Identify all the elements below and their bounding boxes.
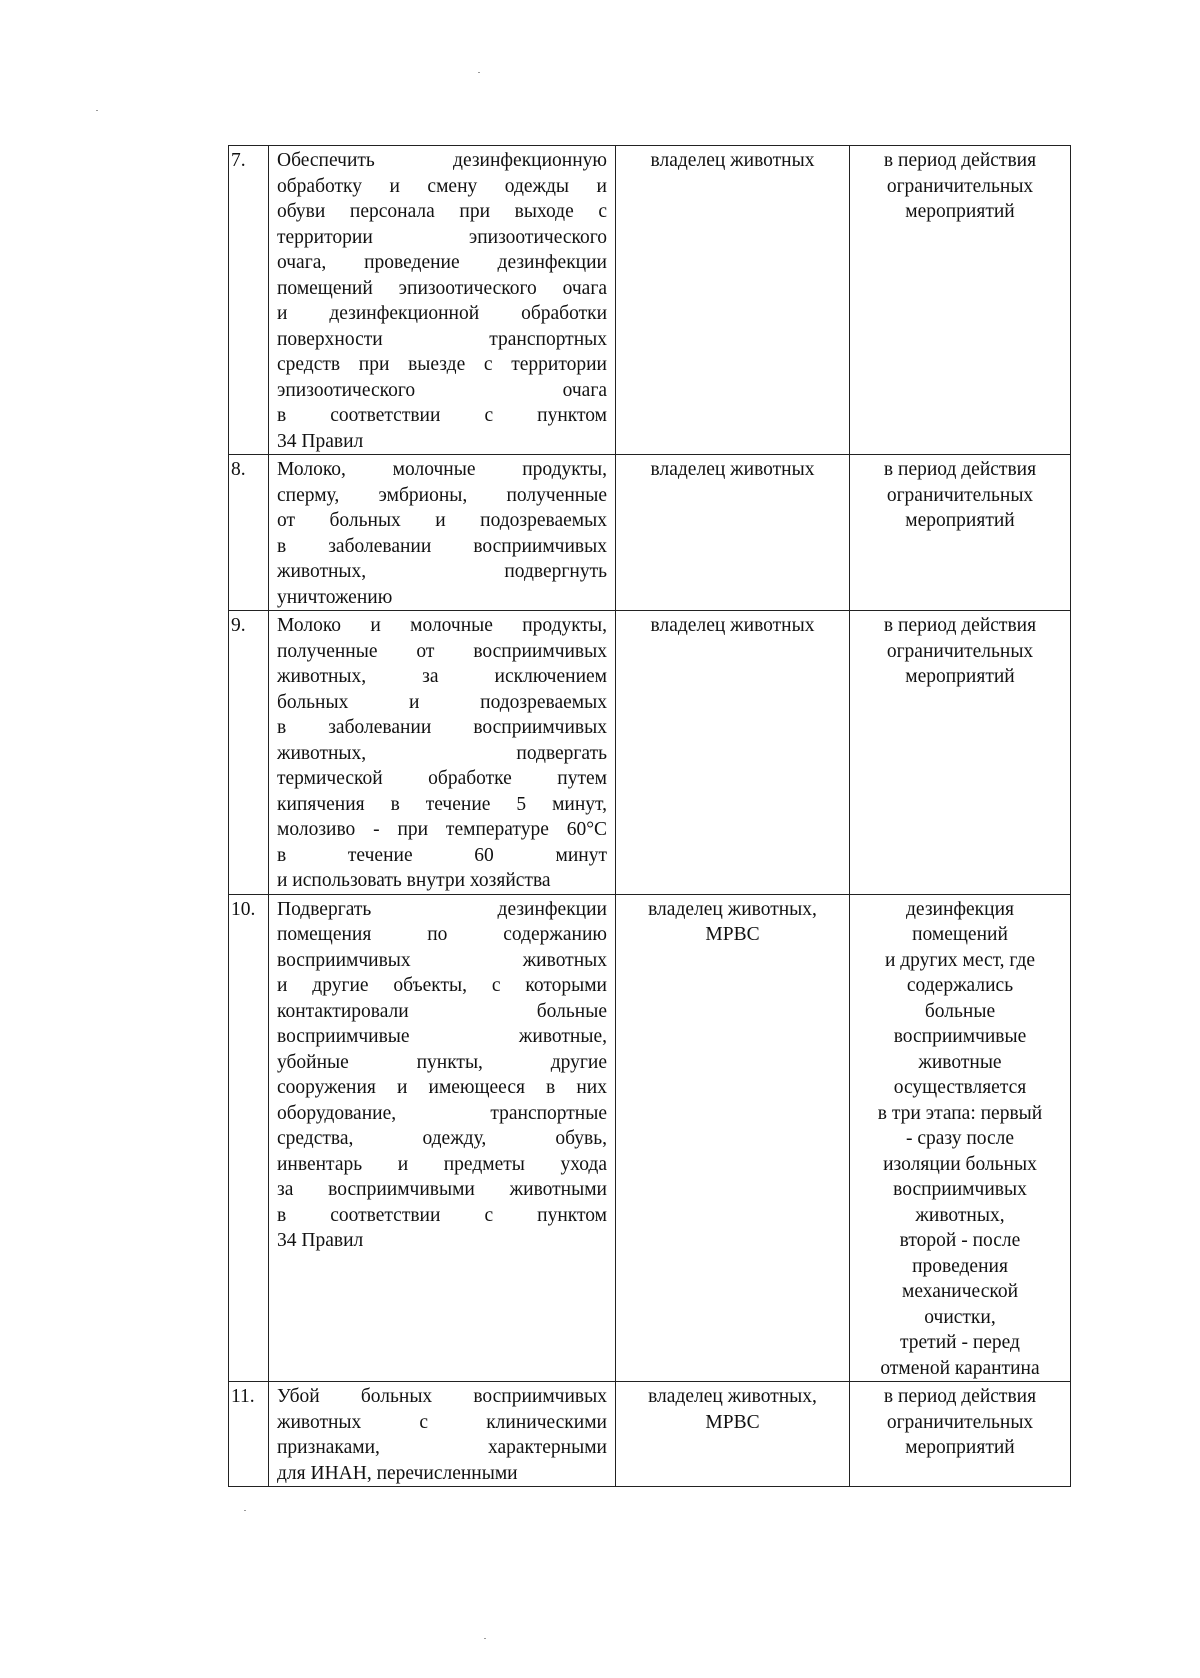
term-text-line: мероприятий [905,1437,1015,1458]
row-number: 8. [229,455,269,611]
responsible-party [616,894,850,1382]
term-text-line: и других мест, где [884,949,1036,971]
term-text-line: помещений [912,924,1008,945]
measure-text-line: и другие объекты, с которыми [277,975,607,996]
measure-text-line: обуви персонала при выходе с [277,201,607,222]
measure-text-line: убойные пункты, другие [277,1051,607,1073]
measure-text-line: помещения по содержанию [277,924,607,945]
measure-text-line: средств при выезде с территории [277,354,607,375]
scan-speck [96,110,98,111]
measure-text-line: очага, проведение дезинфекции [277,252,607,273]
measure-text-line: помещений эпизоотического очага [277,277,607,299]
measure-text-line: признаками, характерными [277,1437,607,1458]
row-number: 10. [229,894,269,1382]
measure-text-line: сперму, эмбрионы, полученные [277,484,607,506]
measure-text-line: и дезинфекционной обработки [277,303,607,324]
execution-term [850,146,1071,455]
scan-speck [244,1510,246,1511]
measures-table-body [229,146,1071,1487]
table-row [229,611,1071,895]
responsible-text-line: МРВС [705,924,760,945]
term-text-line: очистки, [924,1306,996,1328]
responsible-text-line: владелец животных, [648,1386,817,1407]
measure-description [269,611,616,895]
term-text-line: проведения [912,1255,1008,1277]
term-text-line: ограничительных [886,640,1034,662]
responsible-party [616,1382,850,1487]
table-row [229,1382,1071,1487]
responsible-party [616,146,850,455]
measure-text-line: в течение 60 минут [277,844,607,866]
term-text-line: восприимчивых [893,1179,1027,1200]
measures-table [228,145,1071,1487]
table-row [229,455,1071,611]
measure-text-line: и использовать внутри хозяйства [277,870,551,891]
scan-speck [478,72,480,73]
responsible-text-line: владелец животных [650,150,815,171]
term-text-line: ограничительных [886,175,1034,197]
term-text-line: в период действия [883,615,1037,636]
term-text-line: изоляции больных [883,1153,1037,1175]
measure-text-line: контактировали больные [277,1000,607,1022]
measure-text-line: животных с клиническими [277,1411,607,1433]
execution-term [850,611,1071,895]
measure-text-line: Молоко и молочные продукты, [277,615,607,636]
measure-text-line: в соответствии с пунктом [277,1204,607,1226]
measure-text-line: восприимчивые животные, [277,1026,607,1047]
responsible-party [616,455,850,611]
measure-text-line: для ИНАН, перечисленными [277,1462,518,1484]
row-number: 11. [229,1382,269,1487]
row-number: 9. [229,611,269,895]
term-text-line: второй - после [899,1230,1021,1251]
measure-text-line: инвентарь и предметы ухода [277,1153,607,1175]
measure-text-line: обработку и смену одежды и [277,175,607,197]
measure-description [269,146,616,455]
measure-text-line: животных, за исключением [277,666,607,687]
measure-text-line: от больных и подозреваемых [277,510,607,531]
measure-text-line: за восприимчивыми животными [277,1179,607,1200]
measure-description [269,455,616,611]
term-text-line: - сразу после [905,1128,1015,1149]
measure-text-line: восприимчивых животных [277,949,607,971]
term-text-line: в период действия [883,1386,1037,1407]
measure-text-line: оборудование, транспортные [277,1102,607,1124]
term-text-line: мероприятий [905,666,1015,687]
measure-text-line: в заболевании восприимчивых [277,535,607,557]
table-row [229,146,1071,455]
term-text-line: животные [918,1051,1002,1073]
term-text-line: ограничительных [886,484,1034,506]
term-text-line: в период действия [883,150,1037,171]
scan-speck [484,1638,486,1639]
measure-text-line: 34 Правил [277,1230,364,1251]
measure-text-line: молозиво - при температуре 60°С [277,819,607,840]
measure-text-line: животных, подвергнуть [277,561,607,582]
term-text-line: в три этапа: первый [877,1102,1043,1124]
measure-text-line: уничтожению [277,586,393,608]
responsible-text-line: владелец животных [650,615,815,636]
measure-text-line: термической обработке путем [277,768,607,789]
measure-text-line: кипячения в течение 5 минут, [277,793,607,815]
measure-text-line: 34 Правил [277,430,364,452]
term-text-line: мероприятий [905,510,1015,531]
measure-text-line: территории эпизоотического [277,226,607,248]
measure-text-line: Обеспечить дезинфекционную [277,150,607,171]
measure-text-line: поверхности транспортных [277,328,607,350]
measure-text-line: в заболевании восприимчивых [277,717,607,738]
execution-term [850,455,1071,611]
table-row [229,894,1071,1382]
responsible-text-line: владелец животных [650,459,815,480]
measure-text-line: сооружения и имеющееся в них [277,1077,607,1098]
measure-text-line: больных и подозреваемых [277,691,607,713]
term-text-line: восприимчивые [893,1026,1027,1047]
term-text-line: отменой карантина [880,1357,1040,1379]
row-number: 7. [229,146,269,455]
term-text-line: ограничительных [886,1411,1034,1433]
measure-text-line: в соответствии с пунктом [277,405,607,426]
responsible-text-line: МРВС [705,1411,760,1433]
term-text-line: содержались [906,975,1014,996]
term-text-line: третий - перед [900,1332,1020,1353]
measure-text-line: полученные от восприимчивых [277,640,607,662]
term-text-line: мероприятий [905,201,1015,222]
measure-text-line: Убой больных восприимчивых [277,1386,607,1407]
measure-text-line: животных, подвергать [277,742,607,764]
responsible-text-line: владелец животных, [648,898,817,920]
measure-text-line: Подвергать дезинфекции [277,898,607,920]
measure-description [269,1382,616,1487]
term-text-line: больные [924,1000,996,1022]
term-text-line: механической [901,1281,1019,1302]
measure-text-line: Молоко, молочные продукты, [277,459,607,480]
measure-description [269,894,616,1382]
measure-text-line: средства, одежду, обувь, [277,1128,607,1149]
execution-term [850,1382,1071,1487]
term-text-line: дезинфекция [906,898,1014,920]
execution-term [850,894,1071,1382]
measure-text-line: эпизоотического очага [277,379,607,401]
term-text-line: животных, [915,1204,1005,1226]
responsible-party [616,611,850,895]
term-text-line: осуществляется [893,1077,1027,1098]
term-text-line: в период действия [883,459,1037,480]
